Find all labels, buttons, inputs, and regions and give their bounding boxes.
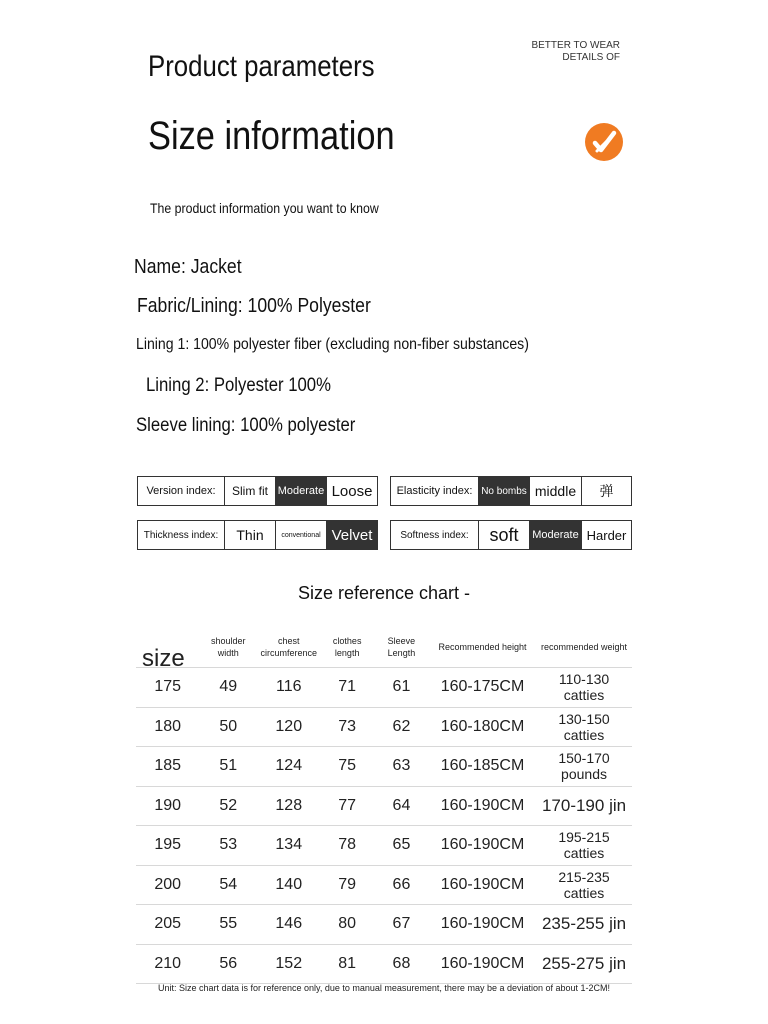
cell-sleeve-length: 61 — [374, 668, 429, 708]
cell-shoulder-width: 52 — [199, 786, 257, 826]
cell-chest-circumference: 116 — [257, 668, 320, 708]
cell-sleeve-length: 63 — [374, 747, 429, 787]
info-fabric: Fabric/Lining: 100% Polyester — [137, 295, 371, 317]
header-chest-circumference: chest circumference — [260, 635, 318, 658]
section-title: Size information — [148, 114, 395, 158]
cell-sleeve-length: 65 — [374, 826, 429, 866]
thickness-option-conventional: conventional — [275, 521, 326, 549]
cell-clothes-length: 81 — [320, 944, 373, 984]
cell-size: 175 — [136, 668, 199, 708]
cell-chest-circumference: 140 — [257, 865, 320, 905]
cell-chest-circumference: 128 — [257, 786, 320, 826]
cell-shoulder-width: 53 — [199, 826, 257, 866]
elasticity-option-middle: middle — [529, 477, 581, 505]
table-row — [136, 747, 632, 787]
cell-size: 210 — [136, 944, 199, 984]
cell-shoulder-width: 51 — [199, 747, 257, 787]
cell-shoulder-width: 50 — [199, 707, 257, 747]
cell-recommended-height: 160-185CM — [429, 747, 536, 787]
table-row — [136, 865, 632, 905]
cell-recommended-height: 160-190CM — [429, 786, 536, 826]
cell-sleeve-length: 64 — [374, 786, 429, 826]
top-note-line1: BETTER TO WEAR — [531, 40, 620, 51]
info-lining2: Lining 2: Polyester 100% — [146, 375, 331, 396]
cell-size: 185 — [136, 747, 199, 787]
cell-clothes-length: 79 — [320, 865, 373, 905]
table-row — [136, 826, 632, 866]
cell-chest-circumference: 152 — [257, 944, 320, 984]
cell-recommended-height: 160-175CM — [429, 668, 536, 708]
table-row — [136, 707, 632, 747]
header-clothes-length: clothes length — [332, 635, 362, 658]
cell-chest-circumference: 146 — [257, 905, 320, 945]
cell-recommended-weight: 150-170 pounds — [536, 747, 632, 787]
cell-shoulder-width: 54 — [199, 865, 257, 905]
info-lining1: Lining 1: 100% polyester fiber (excluding non-fiber substances) — [136, 336, 529, 353]
version-option-moderate: Moderate — [275, 477, 326, 505]
cell-sleeve-length: 66 — [374, 865, 429, 905]
cell-recommended-height: 160-190CM — [429, 944, 536, 984]
cell-size: 195 — [136, 826, 199, 866]
table-row — [136, 944, 632, 984]
cell-recommended-weight: 170-190 jin — [536, 786, 632, 826]
cell-recommended-weight: 255-275 jin — [536, 944, 632, 984]
cell-shoulder-width: 49 — [199, 668, 257, 708]
thickness-index-box — [137, 520, 378, 550]
top-note-line2: DETAILS OF — [562, 52, 620, 63]
softness-index-box — [390, 520, 632, 550]
cell-size: 190 — [136, 786, 199, 826]
header-shoulder-width: shoulder width — [210, 635, 246, 658]
cell-clothes-length: 80 — [320, 905, 373, 945]
footer-note: Unit: Size chart data is for reference only, due to manual measurement, there may be a deviation of about 1-2CM! — [157, 983, 611, 993]
cell-sleeve-length: 67 — [374, 905, 429, 945]
size-chart-title: Size reference chart - — [297, 583, 471, 603]
version-index-box — [137, 476, 378, 506]
elasticity-index-label: Elasticity index: — [396, 485, 473, 497]
cell-size: 205 — [136, 905, 199, 945]
header-recommended-height: Recommended height — [438, 641, 527, 652]
table-row — [136, 786, 632, 826]
cell-shoulder-width: 56 — [199, 944, 257, 984]
info-sleeve: Sleeve lining: 100% polyester — [136, 415, 356, 436]
cell-sleeve-length: 68 — [374, 944, 429, 984]
cell-chest-circumference: 120 — [257, 707, 320, 747]
cell-clothes-length: 78 — [320, 826, 373, 866]
cell-clothes-length: 73 — [320, 707, 373, 747]
subtitle: The product information you want to know — [150, 200, 379, 216]
header-size: size — [142, 645, 185, 672]
cell-size: 200 — [136, 865, 199, 905]
softness-index-label: Softness index: — [400, 529, 469, 541]
cell-recommended-weight: 110-130 catties — [536, 668, 632, 708]
cell-chest-circumference: 134 — [257, 826, 320, 866]
cell-clothes-length: 71 — [320, 668, 373, 708]
elasticity-option-no-bombs: No bombs — [478, 477, 529, 505]
cell-recommended-weight: 235-255 jin — [536, 905, 632, 945]
cell-recommended-height: 160-190CM — [429, 865, 536, 905]
thickness-option-thin: Thin — [224, 521, 275, 549]
cell-recommended-height: 160-180CM — [429, 707, 536, 747]
cell-recommended-weight: 195-215 catties — [536, 826, 632, 866]
header-sleeve-length: Sleeve Length — [387, 635, 416, 658]
cell-recommended-height: 160-190CM — [429, 826, 536, 866]
table-row — [136, 668, 632, 708]
cell-clothes-length: 77 — [320, 786, 373, 826]
table-row — [136, 905, 632, 945]
orange-check-arrow-icon — [584, 122, 624, 162]
cell-chest-circumference: 124 — [257, 747, 320, 787]
cell-clothes-length: 75 — [320, 747, 373, 787]
cell-size: 180 — [136, 707, 199, 747]
size-table — [136, 626, 632, 984]
size-table-header — [136, 626, 632, 668]
elasticity-option-elastic: 弹 — [581, 477, 631, 505]
softness-option-harder: Harder — [581, 521, 631, 549]
page-title: Product parameters — [148, 50, 375, 83]
version-option-slim-fit: Slim fit — [224, 477, 275, 505]
cell-recommended-weight: 130-150 catties — [536, 707, 632, 747]
cell-shoulder-width: 55 — [199, 905, 257, 945]
thickness-index-label: Thickness index: — [143, 529, 219, 541]
top-note — [520, 40, 620, 64]
thickness-option-velvet: Velvet — [326, 521, 377, 549]
info-name: Name: Jacket — [134, 256, 242, 278]
cell-recommended-height: 160-190CM — [429, 905, 536, 945]
cell-sleeve-length: 62 — [374, 707, 429, 747]
version-option-loose: Loose — [326, 477, 377, 505]
softness-option-soft: soft — [478, 521, 529, 549]
elasticity-index-box — [390, 476, 632, 506]
version-index-label: Version index: — [146, 485, 216, 497]
header-recommended-weight: recommended weight — [540, 641, 628, 652]
cell-recommended-weight: 215-235 catties — [536, 865, 632, 905]
softness-option-moderate: Moderate — [529, 521, 581, 549]
